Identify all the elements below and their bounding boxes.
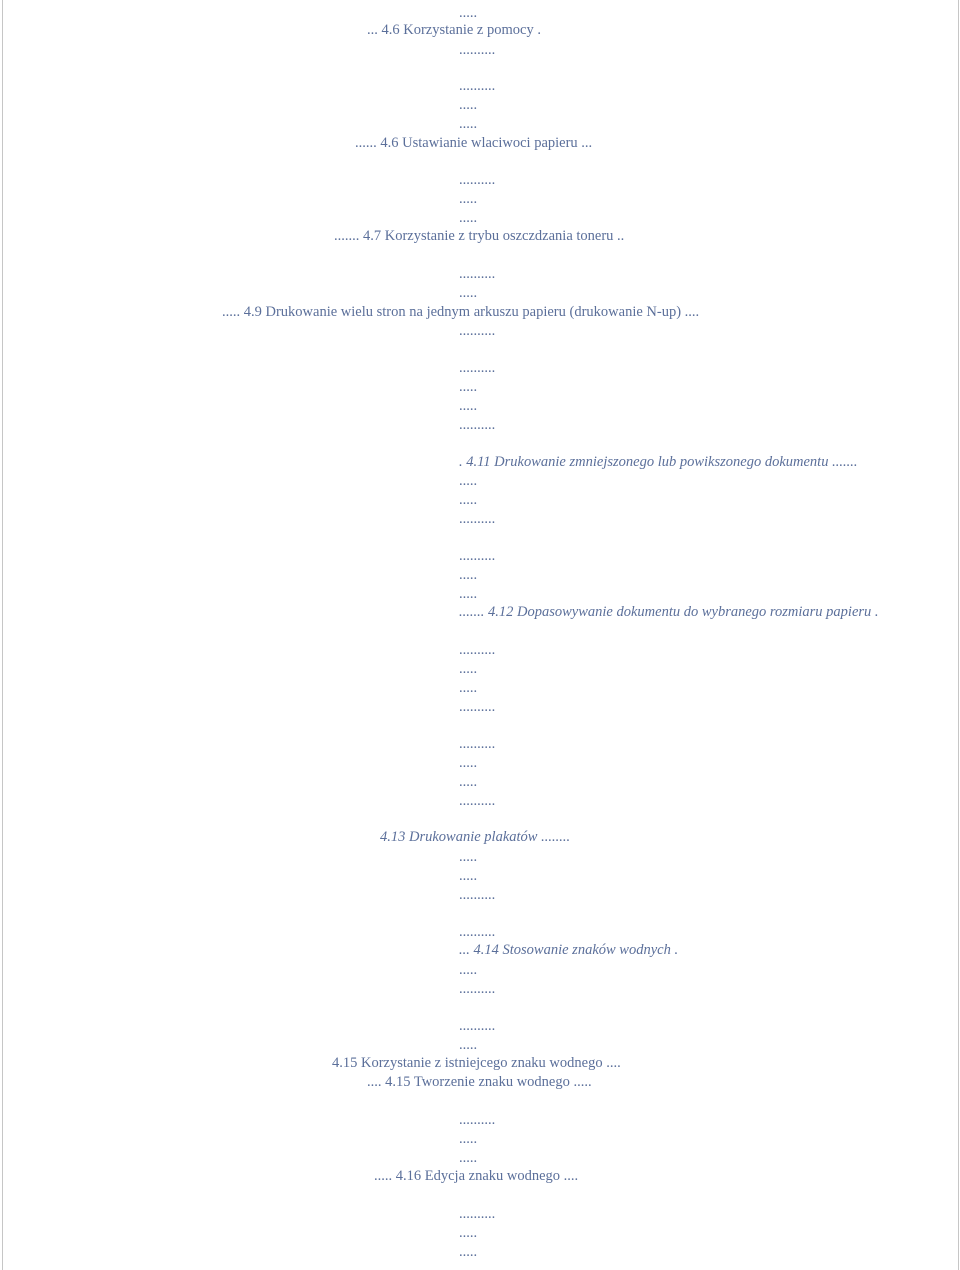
leader-dots: ..... (459, 661, 478, 677)
leader-dots: .......... (459, 1206, 496, 1222)
leader-dots: .......... (459, 417, 496, 433)
toc-entry-4-14-stosowanie-znakow-wodnych: ... 4.14 Stosowanie znaków wodnych . (459, 942, 679, 958)
toc-entry-4-15-istniejacy-znak-wodny: 4.15 Korzystanie z istniejcego znaku wodnego .... (332, 1055, 621, 1071)
leader-dots: ..... (459, 97, 478, 113)
leader-dots: ..... (459, 868, 478, 884)
toc-entry-4-9-drukowanie-n-up: ..... 4.9 Drukowanie wielu stron na jednym arkuszu papieru (drukowanie N-up) .... (222, 304, 700, 320)
leader-dots: ..... (459, 680, 478, 696)
leader-dots: .......... (459, 642, 496, 658)
leader-dots: ..... (459, 1244, 478, 1260)
toc-entry-4-16-edycja-znaku-wodnego: ..... 4.16 Edycja znaku wodnego .... (374, 1168, 579, 1184)
leader-dots: ..... (459, 492, 478, 508)
leader-dots: ..... (459, 116, 478, 132)
leader-dots: ..... (459, 849, 478, 865)
toc-entry-4-15-tworzenie-znaku-wodnego: .... 4.15 Tworzenie znaku wodnego ..... (367, 1074, 592, 1090)
leader-dots: .......... (459, 266, 496, 282)
leader-dots: .......... (459, 42, 496, 58)
leader-dots: .......... (459, 1112, 496, 1128)
leader-dots: ..... (459, 1225, 478, 1241)
leader-dots: .......... (459, 511, 496, 527)
leader-dots: ..... (459, 1150, 478, 1166)
left-border-rule (2, 0, 3, 1270)
leader-dots: .......... (459, 699, 496, 715)
leader-dots: .......... (459, 981, 496, 997)
leader-dots: .......... (459, 78, 496, 94)
leader-dots: .......... (459, 1018, 496, 1034)
leader-dots: ..... (459, 586, 478, 602)
leader-dots: ..... (459, 5, 478, 21)
leader-dots: ..... (459, 755, 478, 771)
leader-dots: ..... (459, 567, 478, 583)
leader-dots: .......... (459, 887, 496, 903)
leader-dots: ..... (459, 473, 478, 489)
leader-dots: .......... (459, 736, 496, 752)
toc-entry-4-12-dopasowywanie-dokumentu: ....... 4.12 Dopasowywanie dokumentu do wybranego rozmiaru papieru . (459, 604, 879, 620)
leader-dots: ..... (459, 379, 478, 395)
leader-dots: .......... (459, 360, 496, 376)
leader-dots: ..... (459, 962, 478, 978)
leader-dots: ..... (459, 191, 478, 207)
toc-entry-4-13-drukowanie-plakatow: 4.13 Drukowanie plakatów ........ (380, 829, 571, 845)
leader-dots: .......... (459, 793, 496, 809)
right-border-rule (958, 0, 959, 1270)
leader-dots: .......... (459, 924, 496, 940)
leader-dots: .......... (459, 548, 496, 564)
leader-dots: .......... (459, 323, 496, 339)
leader-dots: ..... (459, 398, 478, 414)
leader-dots: ..... (459, 1131, 478, 1147)
leader-dots: .......... (459, 172, 496, 188)
toc-entry-4-11-drukowanie-zmniejszonego-dokumentu: . 4.11 Drukowanie zmniejszonego lub powikszonego dokumentu ....... (459, 454, 858, 470)
leader-dots: ..... (459, 285, 478, 301)
toc-entry-4-7-tryb-oszczedzania-toneru: ....... 4.7 Korzystanie z trybu oszczdzania toneru .. (334, 228, 625, 244)
toc-entry-4-6-korzystanie-z-pomocy: ... 4.6 Korzystanie z pomocy . (367, 22, 541, 38)
leader-dots: ..... (459, 1037, 478, 1053)
leader-dots: ..... (459, 774, 478, 790)
toc-entry-4-6-ustawianie-wlasciwosci-papieru: ...... 4.6 Ustawianie wlaciwoci papieru ... (355, 135, 593, 151)
leader-dots: ..... (459, 210, 478, 226)
